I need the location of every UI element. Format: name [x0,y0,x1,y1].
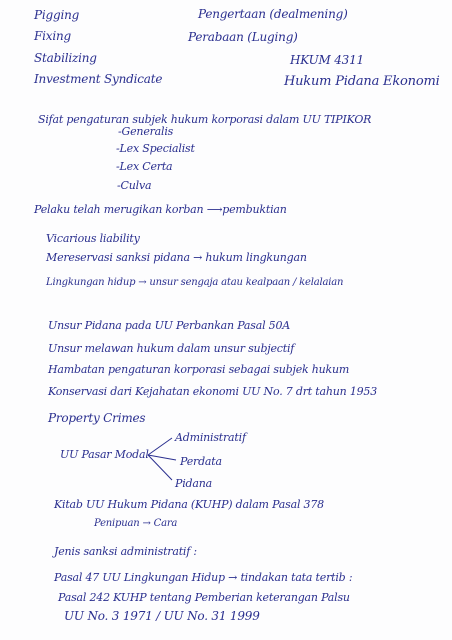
term-fixing: Fixing [34,29,71,43]
term-stabilizing: Stabilizing [34,51,97,65]
course-code: HKUM 4311 [290,53,364,67]
note-kitab-kuhp: Kitab UU Hukum Pidana (KUHP) dalam Pasal 378 [54,498,324,511]
note-konservasi: Konservasi dari Kejahatan ekonomi UU No. 7 drt tahun 1953 [48,385,378,398]
note-vicarious-liability: Vicarious liability [46,232,140,245]
note-jenis-sanksi: Jenis sanksi administratif : [54,545,197,558]
branch-perdata: Perdata [180,455,222,468]
note-hambatan: Hambatan pengaturan korporasi sebagai subjek hukum [48,363,350,376]
branch-administratif: Administratif [175,431,246,444]
note-pasal-242: Pasal 242 KUHP tentang Pemberian keterangan Palsu [58,591,350,604]
note-pasal-47: Pasal 47 UU Lingkungan Hidup → tindakan tata tertib : [54,571,353,584]
note-uu-pasar-modal: UU Pasar Modal [60,448,149,461]
note-unsur-melawan: Unsur melawan hukum dalam unsur subjectif [48,342,295,355]
course-name: Hukum Pidana Ekonomi [284,74,440,89]
note-lingkungan-hidup: Lingkungan hidup → unsur sengaja atau kealpaan / kelalaian [46,277,344,288]
lex-item-lex-certa: -Lex Certa [116,160,173,173]
lex-item-culva: -Culva [117,179,152,192]
branch-pidana: Pidana [175,477,212,490]
lex-item-generalis: -Generalis [118,125,174,138]
heading-sifat: Sifat pengaturan subjek hukum korporasi dalam UU TIPIKOR [38,113,372,126]
note-property-crimes: Property Crimes [48,411,146,425]
term-perabaan: Perabaan (Luging) [188,30,298,44]
term-investment-syndicate: Investment Syndicate [34,72,163,86]
note-penipuan: Penipuan → Cara [94,518,178,529]
lex-item-lex-specialist: -Lex Specialist [116,142,195,155]
term-pengertaan: Pengertaan (dealmening) [198,7,348,21]
note-uu-no: UU No. 3 1971 / UU No. 31 1999 [64,609,260,623]
note-unsur-pidana: Unsur Pidana pada UU Perbankan Pasal 50A [48,319,291,332]
note-mereservasi: Mereservasi sanksi pidana → hukum lingkungan [46,251,307,264]
term-pigging: Pigging [34,8,80,22]
note-pelaku: Pelaku telah merugikan korban ⟶pembuktian [34,203,287,216]
